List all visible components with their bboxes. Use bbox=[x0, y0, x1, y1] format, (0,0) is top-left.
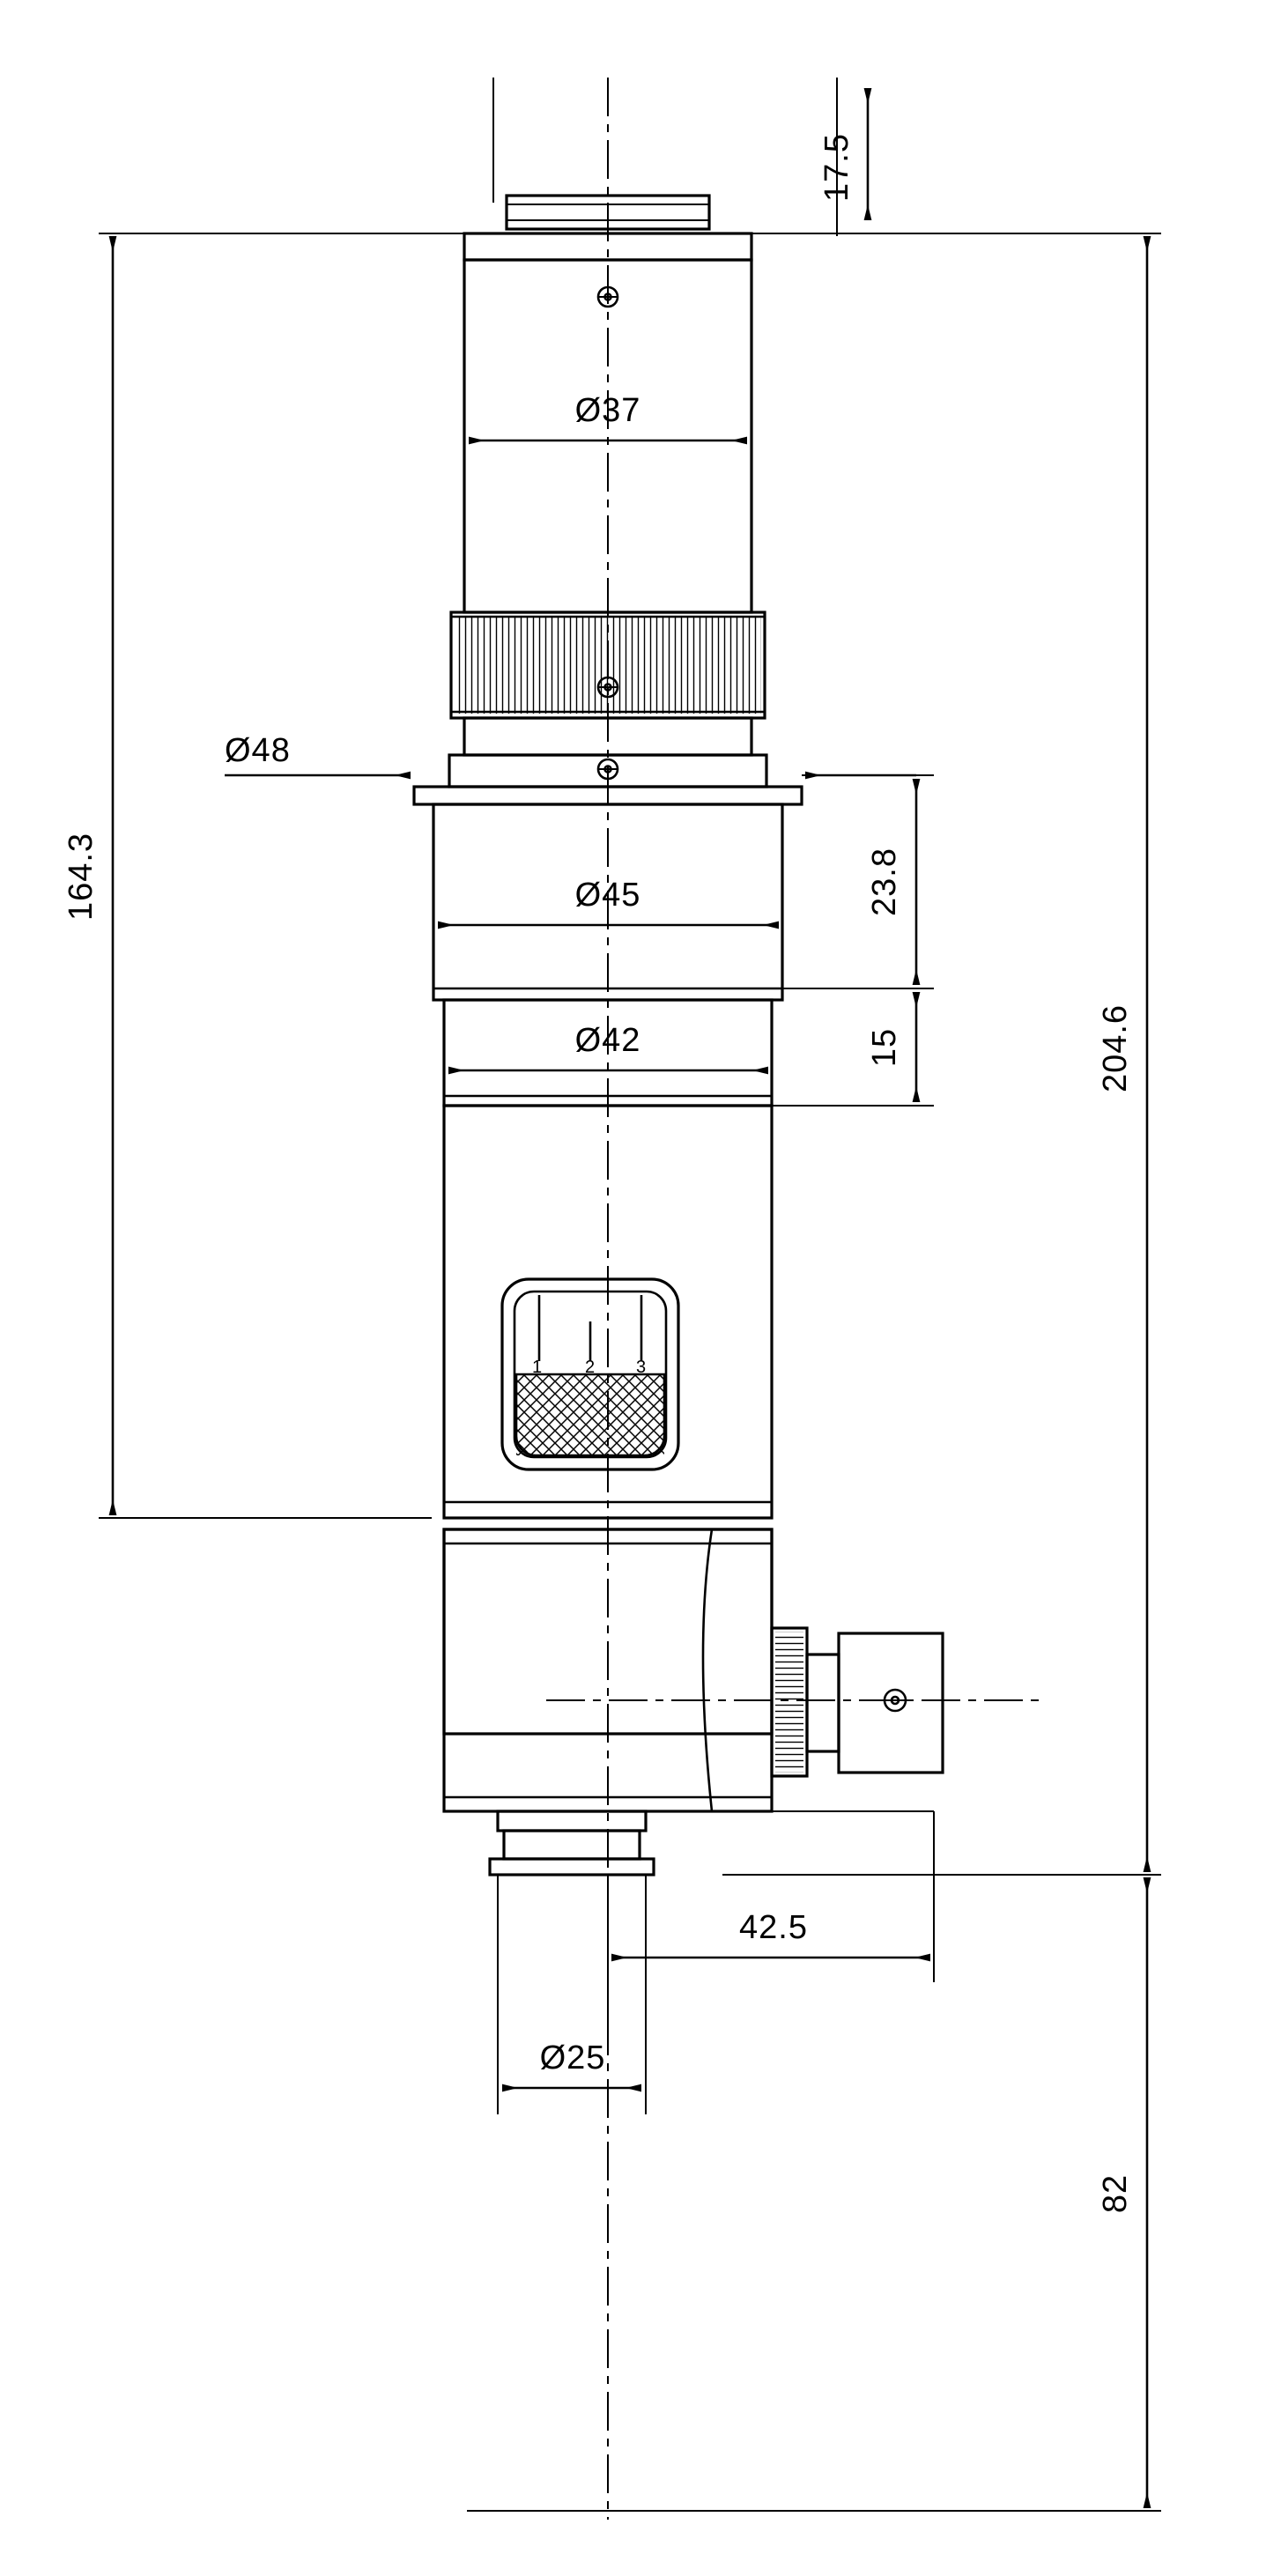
dim-204-6-label: 204.6 bbox=[1097, 1003, 1134, 1093]
scale-tick-3: 3 bbox=[636, 1358, 647, 1377]
dim-phi37-label: Ø37 bbox=[574, 392, 641, 429]
dim-82-label: 82 bbox=[1097, 2173, 1134, 2214]
dim-15 bbox=[866, 992, 916, 1102]
dim-phi48-label: Ø48 bbox=[225, 732, 291, 769]
dim-42-5-label: 42.5 bbox=[739, 1909, 808, 1946]
dim-phi42-label: Ø42 bbox=[574, 1022, 641, 1059]
side-adjustment-knob bbox=[772, 1628, 943, 1776]
dim-23-8 bbox=[866, 779, 916, 985]
dim-15-label: 15 bbox=[866, 1027, 903, 1068]
dim-phi25-label: Ø25 bbox=[539, 2039, 606, 2076]
dim-204-6 bbox=[1097, 236, 1147, 1872]
scale-tick-1: 1 bbox=[532, 1358, 543, 1377]
scale-tick-2: 2 bbox=[585, 1358, 596, 1377]
dim-17-5 bbox=[818, 88, 868, 220]
dim-164-3 bbox=[63, 236, 113, 1515]
center-lines bbox=[546, 78, 1040, 2520]
dim-phi45-label: Ø45 bbox=[574, 877, 641, 914]
dim-82 bbox=[1097, 1877, 1147, 2508]
dim-phi37 bbox=[469, 392, 747, 440]
lens-body-outline bbox=[414, 196, 943, 1875]
bottom-thread bbox=[490, 1811, 654, 1875]
dim-17-5-label: 17.5 bbox=[818, 133, 855, 202]
dim-42-5 bbox=[611, 1909, 930, 1958]
knurled-focus-ring bbox=[451, 612, 765, 718]
dim-23-8-label: 23.8 bbox=[866, 848, 903, 916]
extension-lines bbox=[99, 78, 1161, 2511]
magnification-scale-window bbox=[502, 1279, 678, 1469]
dim-phi25 bbox=[502, 2039, 641, 2088]
dim-164-3-label: 164.3 bbox=[63, 832, 100, 922]
